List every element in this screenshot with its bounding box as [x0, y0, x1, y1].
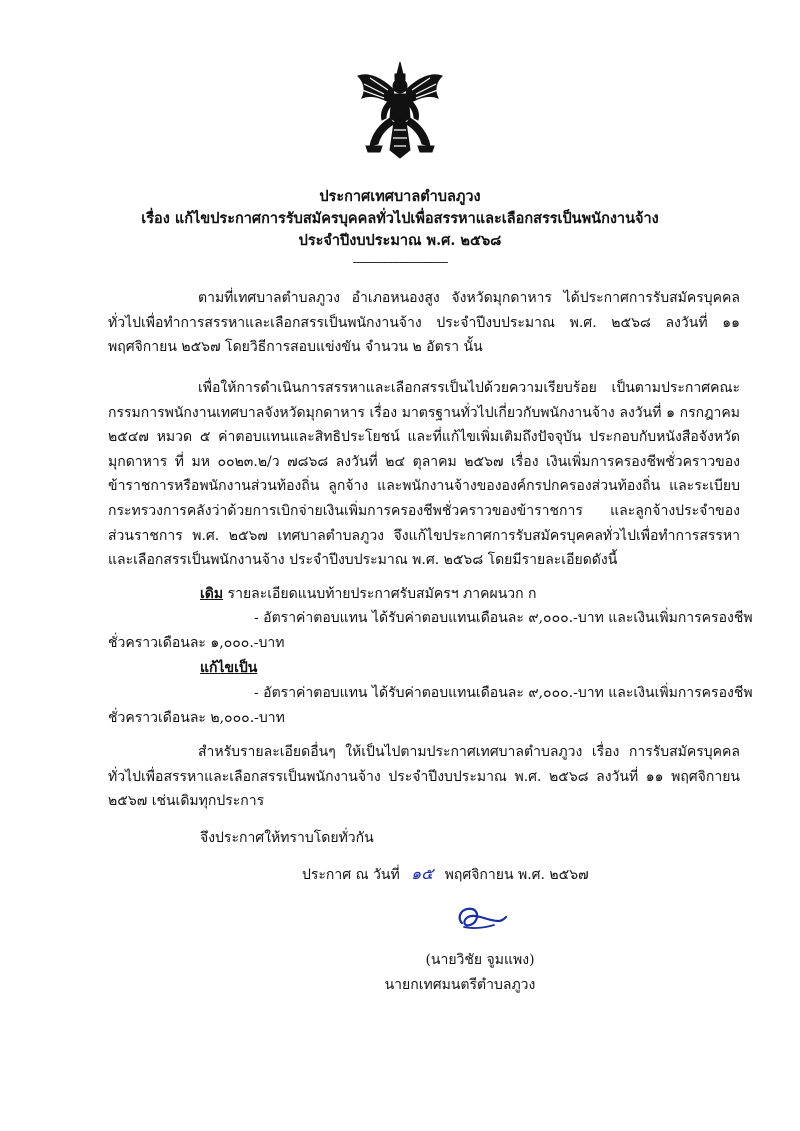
header-divider: -------------------------------: [352, 255, 448, 269]
original-section: [200, 582, 537, 606]
original-label: เดิม: [200, 586, 224, 602]
paragraph-2: [108, 376, 740, 573]
amended-item-line1: - อัตราค่าตอบแทน ได้รับค่าตอบแทนเดือนละ ๙,๐๐๐.-บาท และเงินเพิ่มการครองชีพ: [254, 685, 753, 701]
fiscal-year-heading: ประจำปีงบประมาณ พ.ศ. ๒๕๖๘: [298, 232, 502, 249]
announcement-title: ประกาศเทศบาลตำบลภูวง: [319, 188, 481, 205]
signatory-position: นายกเทศมนตรีตำบลภูวง: [384, 977, 536, 993]
amended-item-line2: ชั่วคราวเดือนละ ๒,๐๐๐.-บาท: [108, 710, 285, 726]
original-item-line1: - อัตราค่าตอบแทน ได้รับค่าตอบแทนเดือนละ ๙,๐๐๐.-บาท และเงินเพิ่มการครองชีพ: [254, 610, 753, 626]
paragraph-2-text: เพื่อให้การดำเนินการสรรหาและเลือกสรรเป็นไปด้วยความเรียบร้อย เป็นตามประกาศคณะกรรมการพนักงานเทศบาลจังหวัดมุกดาหาร เรื่อง มาตรฐานทั่วไปเกี่ยวกับพนักงานจ้าง ลงวันที่ ๑ กรกฎาคม ๒๕๔๗ หมวด ๕ ค่าตอบแทนและสิทธิประโยชน์ และที่แก้ไขเพิ่มเติมถึงปัจจุบัน ประกอบกับหนังสือจังหวัดมุกดาหาร ที่ มห ๐๐๒๓.๒/ว ๗๘๖๘ ลงวันที่ ๒๔ ตุลาคม ๒๕๖๗ เรื่อง เงินเพิ่มการครองชีพชั่วคราวของข้าราชการหรือพนักงานส่วนท้องถิ่น ลูกจ้าง และพนักงานจ้างขององค์กรปกครองส่วนท้องถิ่น และระเบียบกระทรวงการคลังว่าด้วยการเบิกจ่ายเงินเพิ่มการครองชีพชั่วคราวของข้าราชการ และลูกจ้างประจำของส่วนราชการ พ.ศ. ๒๕๖๗ เทศบาลตำบลภูวง จึงแก้ไขประกาศการรับสมัครบุคคลทั่วไปเพื่อทำการสรรหาและเลือกสรรเป็นพนักงานจ้าง ประจำปีงบประมาณ พ.ศ. ๒๕๖๘ โดยมีรายละเอียดดังนี้: [108, 380, 740, 569]
date-suffix: พฤศจิกายน พ.ศ. ๒๕๖๗: [444, 867, 589, 883]
date-prefix: ประกาศ ณ วันที่: [302, 867, 400, 883]
paragraph-3-text: สำหรับรายละเอียดอื่นๆ ให้เป็นไปตามประกาศเทศบาลตำบลภูวง เรื่อง การรับสมัครบุคคลทั่วไปเพื่อสรรหาและเลือกสรรเป็นพนักงานจ้าง ประจำปีงบประมาณ พ.ศ. ๒๕๖๘ ลงวันที่ ๑๑ พฤศจิกายน ๒๕๖๗ เช่นเดิมทุกประการ: [108, 744, 740, 810]
paragraph-1-text: ตามที่เทศบาลตำบลภูวง อำเภอหนองสูง จังหวัดมุกดาหาร ได้ประกาศการรับสมัครบุคคลทั่วไปเพื่อทำการสรรหาและเลือกสรรเป็นพนักงานจ้าง ประจำปีงบประมาณ พ.ศ. ๒๕๖๘ ลงวันที่ ๑๑ พฤศจิกายน ๒๕๖๗ โดยวิธีการสอบแข่งขัน จำนวน ๒ อัตรา นั้น: [108, 290, 740, 356]
date-day-handwritten: ๑๕: [411, 864, 434, 883]
original-item-line2: ชั่วคราวเดือนละ ๑,๐๐๐.-บาท: [108, 635, 285, 651]
paragraph-3: [108, 740, 740, 814]
garuda-emblem-icon: [354, 60, 446, 160]
amended-label: แก้ไขเป็น: [200, 660, 258, 676]
date-line: [302, 862, 589, 887]
announcement-subject: เรื่อง แก้ไขประกาศการรับสมัครบุคคลทั่วไปเพื่อสรรหาและเลือกสรรเป็นพนักงานจ้าง: [141, 210, 659, 227]
paragraph-1: [108, 286, 740, 360]
announce-line: จึงประกาศให้ทราบโดยทั่วกัน: [200, 830, 374, 846]
original-text: รายละเอียดแนบท้ายประกาศรับสมัครฯ ภาคผนวก ก: [223, 586, 537, 602]
signature-mark: [448, 903, 508, 937]
signatory-name: (นายวิชัย จูมแพง): [425, 952, 535, 968]
